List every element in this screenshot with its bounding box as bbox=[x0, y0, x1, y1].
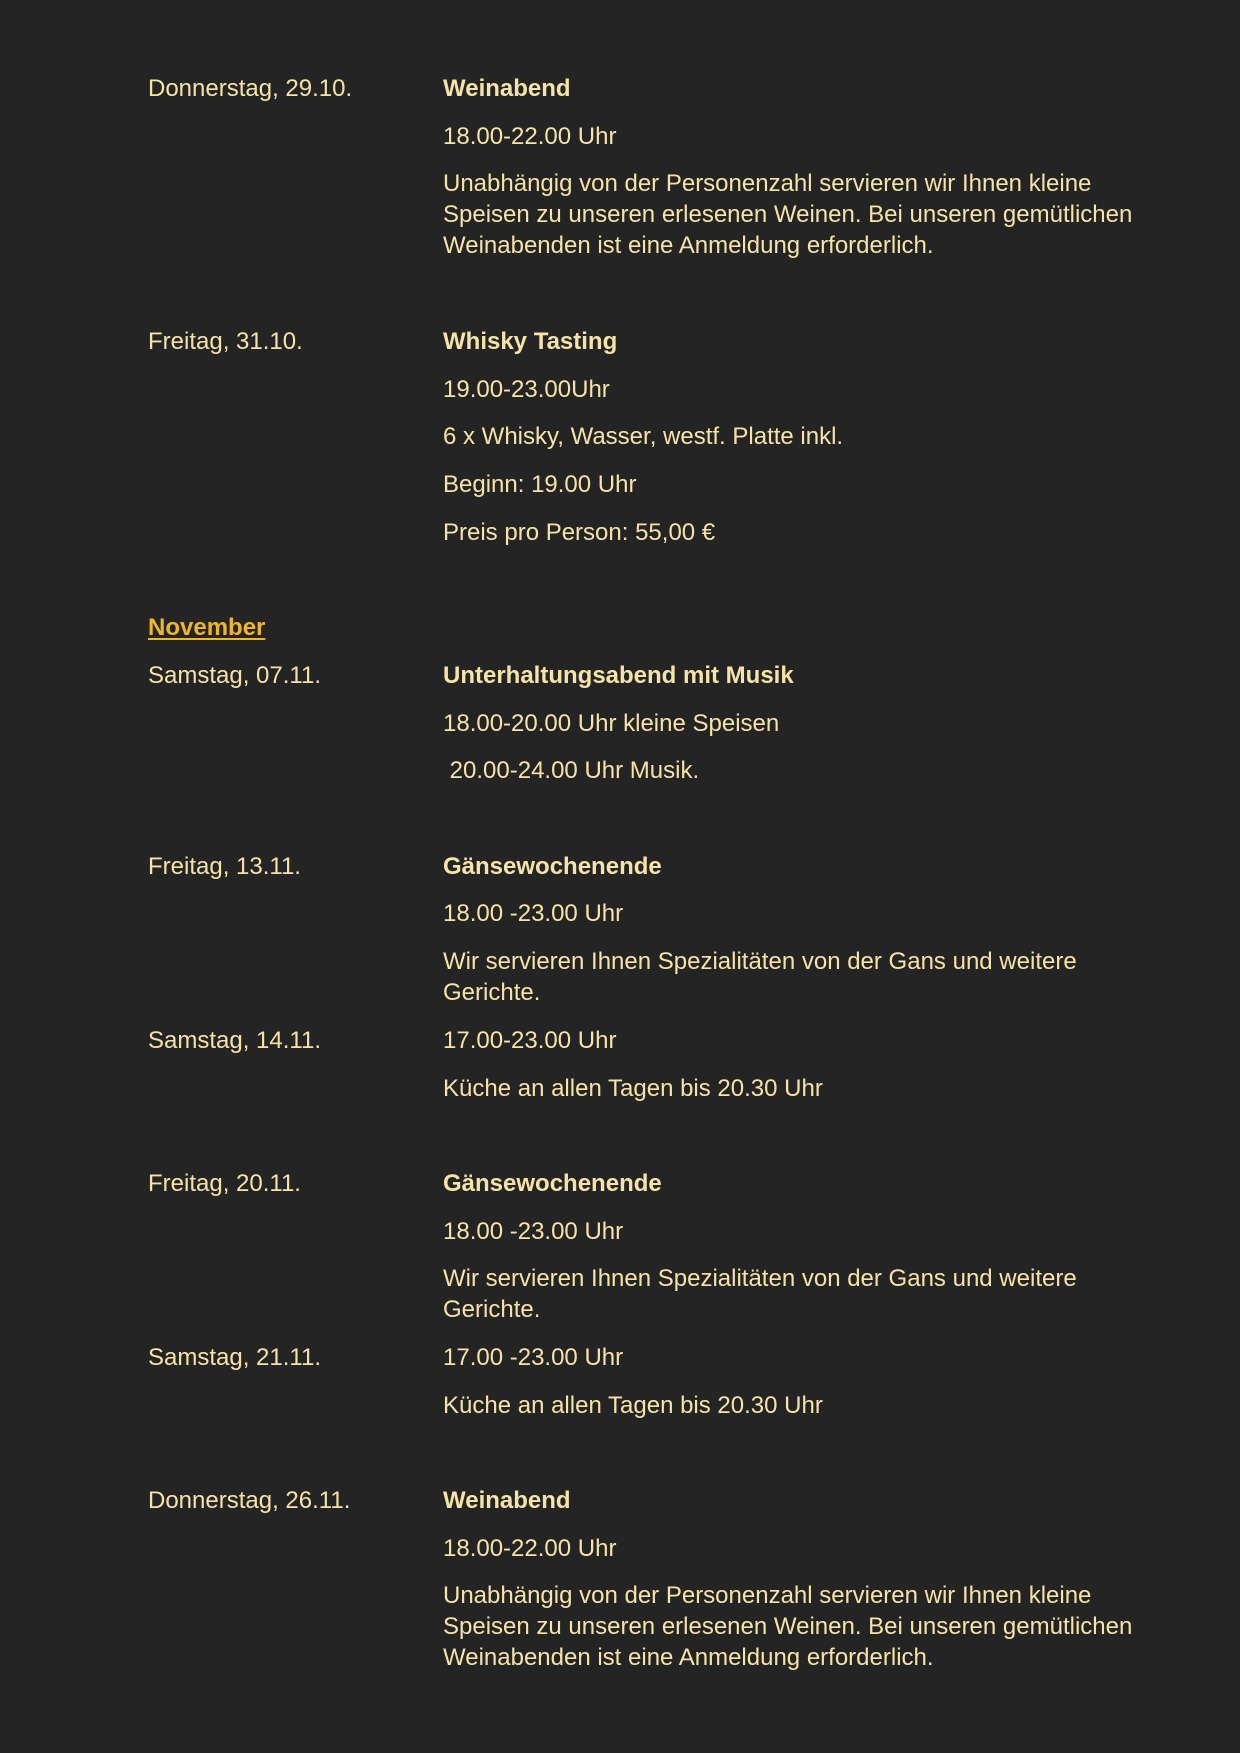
event-time: 17.00 -23.00 Uhr bbox=[443, 1344, 624, 1371]
event-time: 19.00-23.00Uhr bbox=[443, 376, 610, 403]
event-detail: 18.00-20.00 Uhr kleine Speisen bbox=[443, 710, 780, 737]
event-title: Gänsewochenende bbox=[443, 1170, 662, 1197]
event-detail: 20.00-24.00 Uhr Musik. bbox=[443, 757, 700, 784]
event-date: Donnerstag, 26.11. bbox=[148, 1487, 351, 1514]
event-time: 18.00-22.00 Uhr bbox=[443, 123, 617, 150]
event-title: Weinabend bbox=[443, 1487, 571, 1514]
event-date: Freitag, 31.10. bbox=[148, 328, 303, 355]
event-description: Unabhängig von der Personenzahl servieren wir Ihnen kleine Speisen zu unseren erlesenen Weinen. Bei unseren gemütlichen Weinabenden ist eine Anmeldung erforderlich. bbox=[443, 1582, 1133, 1671]
event-note: Küche an allen Tagen bis 20.30 Uhr bbox=[443, 1392, 823, 1419]
event-description: Wir servieren Ihnen Spezialitäten von der Gans und weitere Gerichte. bbox=[443, 1265, 1077, 1323]
event-detail: Beginn: 19.00 Uhr bbox=[443, 471, 637, 498]
event-detail: 6 x Whisky, Wasser, westf. Platte inkl. bbox=[443, 423, 844, 450]
event-title: Weinabend bbox=[443, 75, 571, 102]
event-description: Wir servieren Ihnen Spezialitäten von der Gans und weitere Gerichte. bbox=[443, 948, 1077, 1006]
event-title: Whisky Tasting bbox=[443, 328, 618, 355]
event-title: Gänsewochenende bbox=[443, 853, 662, 880]
event-description: Unabhängig von der Personenzahl servieren wir Ihnen kleine Speisen zu unseren erlesenen Weinen. Bei unseren gemütlichen Weinabenden ist eine Anmeldung erforderlich. bbox=[443, 170, 1133, 259]
event-price: Preis pro Person: 55,00 € bbox=[443, 519, 716, 546]
event-date: Freitag, 20.11. bbox=[148, 1170, 301, 1197]
event-date: Samstag, 14.11. bbox=[148, 1027, 321, 1054]
event-time: 18.00-22.00 Uhr bbox=[443, 1535, 617, 1562]
event-date: Donnerstag, 29.10. bbox=[148, 75, 353, 102]
event-date: Freitag, 13.11. bbox=[148, 853, 301, 880]
event-date: Samstag, 21.11. bbox=[148, 1344, 321, 1371]
event-time: 18.00 -23.00 Uhr bbox=[443, 900, 624, 927]
event-note: Küche an allen Tagen bis 20.30 Uhr bbox=[443, 1075, 823, 1102]
event-date: Samstag, 07.11. bbox=[148, 662, 321, 689]
event-time: 18.00 -23.00 Uhr bbox=[443, 1218, 624, 1245]
month-heading: November bbox=[148, 614, 266, 641]
event-time: 17.00-23.00 Uhr bbox=[443, 1027, 617, 1054]
event-title: Unterhaltungsabend mit Musik bbox=[443, 662, 794, 689]
